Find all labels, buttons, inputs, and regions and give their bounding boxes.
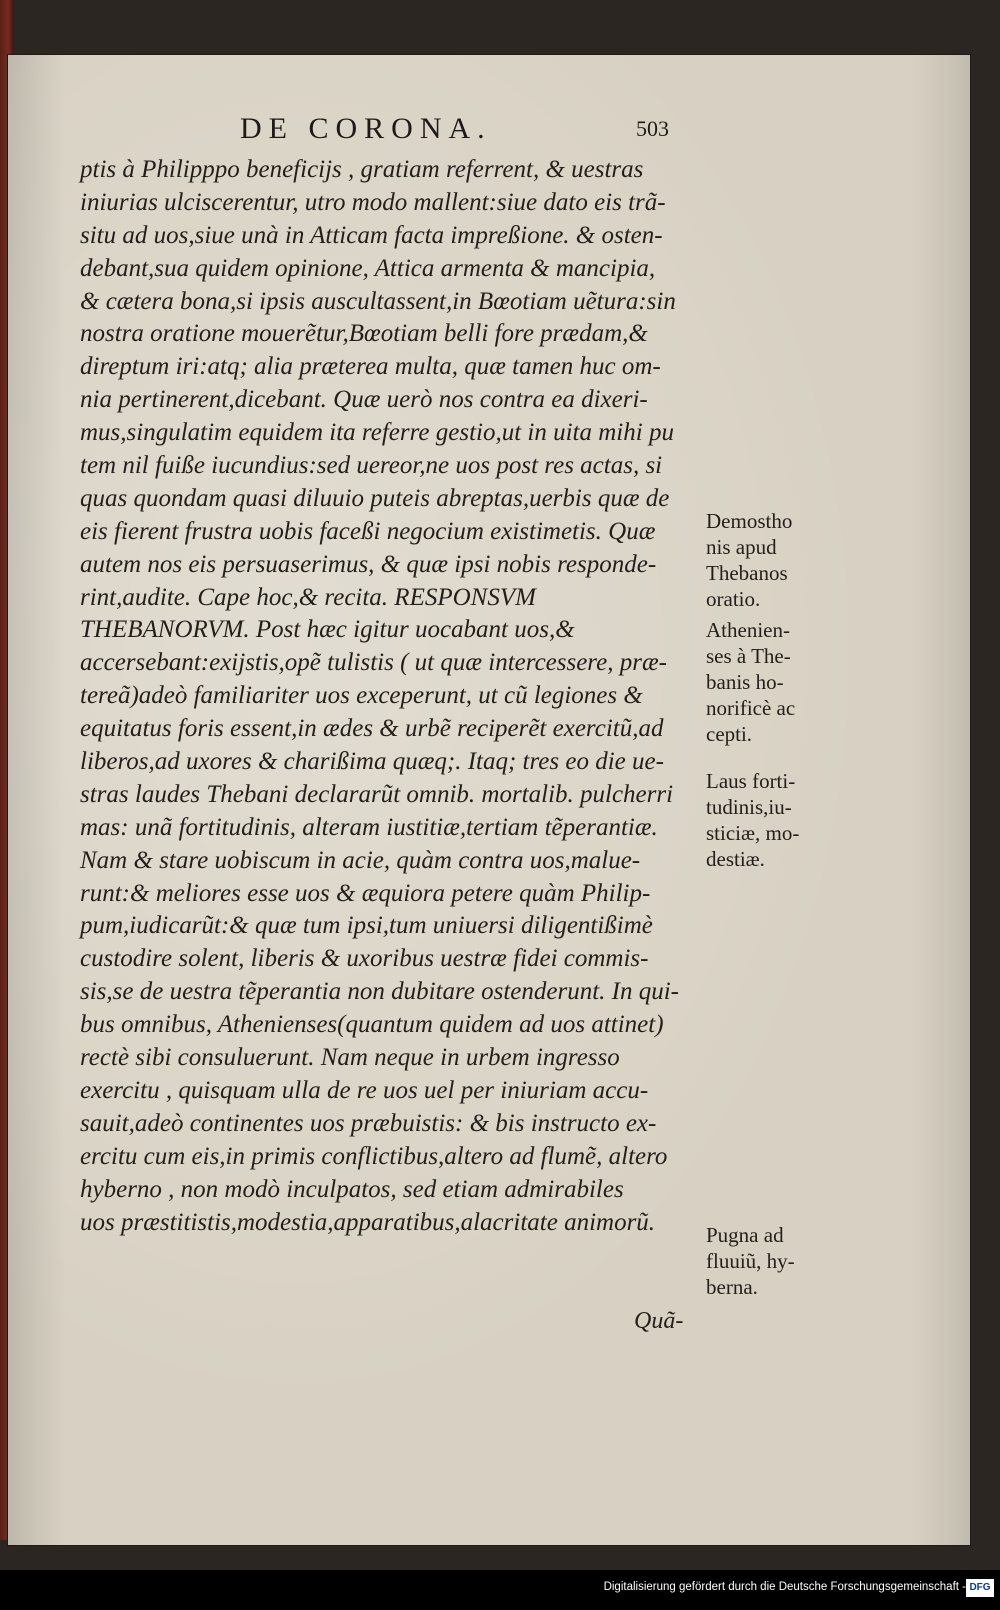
digitization-footer xyxy=(0,1570,1000,1610)
folio-number: 503 xyxy=(636,116,669,141)
text-line: bus omnibus, Athenienses(quantum quidem ad uos attinet) xyxy=(80,1011,664,1039)
marginal-note-line: Thebanos xyxy=(706,561,788,585)
marginal-note-line: Demostho xyxy=(706,509,793,533)
text-line: & cætera bona,si ipsis auscultassent,in Bœotiam uẽtura:sin xyxy=(80,287,676,315)
text-line: tem nil fuiße iucundius:sed uereor,ne uos post res actas, si xyxy=(80,452,663,480)
text-line: runt:& meliores esse uos & æquiora petere quàm Philip- xyxy=(80,879,651,907)
marginal-note-line: Laus forti- xyxy=(706,769,796,793)
marginal-note-line: ses à The- xyxy=(706,644,791,668)
page-header xyxy=(0,112,1000,152)
marginal-note-pugna xyxy=(706,1222,795,1300)
text-line: uos præstitistis,modestia,apparatibus,alacritate animorũ. xyxy=(80,1208,656,1236)
marginal-note-line: norificè ac xyxy=(706,696,796,720)
text-line: sis,se de uestra tẽperantia non dubitare ostenderunt. In qui- xyxy=(80,978,680,1006)
text-line: mas: unã fortitudinis, alteram iustitiæ,tertiam tẽperantiæ. xyxy=(80,813,658,841)
text-line: ercitu cum eis,in primis conflictibus,altero ad flumẽ, altero xyxy=(80,1142,668,1170)
main-text-block xyxy=(80,154,720,1239)
text-line: eis fierent frustra uobis faceßi negocium existimetis. Quæ xyxy=(80,517,656,545)
text-line: ptis à Philipppo beneficijs , gratiam referrent, & uestras xyxy=(80,156,644,183)
marginal-note-line: Pugna ad xyxy=(706,1223,784,1247)
marginal-note-line: cepti. xyxy=(706,722,753,746)
marginal-note-laus xyxy=(706,768,799,872)
text-line: situ ad uos,siue unà in Atticam facta impreßione. & osten- xyxy=(80,221,663,249)
marginal-note-line: nis apud xyxy=(706,535,777,559)
text-line: stras laudes Thebani declararũt omnib. mortalib. pulcherri xyxy=(80,780,674,808)
marginal-note-line: banis ho- xyxy=(706,670,784,694)
text-line: autem nos eis persuaserimus, & quæ ipsi nobis responde- xyxy=(80,550,657,578)
text-line: debant,sua quidem opinione, Attica armenta & mancipia, xyxy=(80,254,656,282)
marginal-note-line: tudinis,iu- xyxy=(706,795,792,819)
text-line: nostra oratione mouerẽtur,Bœotiam belli fore prædam,& xyxy=(80,320,648,348)
text-line: tereã)adeò familiariter uos exceperunt, ut cũ legiones & xyxy=(80,682,643,710)
marginal-note-line: sticiæ, mo- xyxy=(706,821,800,845)
text-line: custodire solent, liberis & uxoribus uestræ fidei commis- xyxy=(80,945,649,973)
text-line: rint,audite. Cape hoc,& recita. RESPONSVM xyxy=(80,583,536,611)
marginal-note-demosthenis xyxy=(706,508,792,612)
text-line: THEBANORVM. Post hæc igitur uocabant uos,& xyxy=(80,616,575,644)
text-line: pum,iudicarũt:& quæ tum ipsi,tum uniuersi diligentißimè xyxy=(80,912,653,940)
text-line: iniurias ulciscerentur, utro modo mallent:siue dato eis trã- xyxy=(80,188,666,216)
marginal-note-line: destiæ. xyxy=(706,847,765,871)
text-line: equitatus foris essent,in ædes & urbẽ reciperẽt exercitũ,ad xyxy=(80,715,664,743)
text-line: rectè sibi consuluerunt. Nam neque in urbem ingresso xyxy=(80,1044,620,1072)
marginal-note-line: oratio. xyxy=(706,587,761,611)
text-line: sauit,adeò continentes uos præbuistis: & bis instructo ex- xyxy=(80,1109,657,1137)
marginal-note-line: berna. xyxy=(706,1275,758,1299)
text-line: accersebant:exijstis,opẽ tulistis ( ut quæ intercessere, præ- xyxy=(80,649,667,677)
dfg-logo-icon: DFG xyxy=(966,1579,994,1597)
marginal-note-line: Athenien- xyxy=(706,618,790,642)
running-title: DE CORONA. xyxy=(240,112,492,145)
text-line: liberos,ad uxores & charißima quæq;. Itaq; tres eo die ue- xyxy=(80,748,664,776)
funding-credit: Digitalisierung gefördert durch die Deutsche Forschungsgemeinschaft - xyxy=(603,1581,966,1593)
text-line: quas quondam quasi diluuio puteis abreptas,uerbis quæ de xyxy=(80,484,670,512)
catchword: Quã- xyxy=(634,1308,684,1334)
marginal-note-athenienses xyxy=(706,617,795,747)
text-line: exercitu , quisquam ulla de re uos uel per iniuriam accu- xyxy=(80,1076,649,1104)
text-line: hyberno , non modò inculpatos, sed etiam admirabiles xyxy=(80,1175,624,1203)
text-line: Nam & stare uobiscum in acie, quàm contra uos,malue- xyxy=(80,846,641,874)
text-line: direptum iri:atq; alia præterea multa, quæ tamen huc om- xyxy=(80,353,661,381)
text-line: mus,singulatim equidem ita referre gestio,ut in uita mihi pu xyxy=(80,419,674,447)
text-line: nia pertinerent,dicebant. Quæ uerò nos contra ea dixeri- xyxy=(80,386,648,414)
marginal-note-line: fluuiũ, hy- xyxy=(706,1249,795,1273)
